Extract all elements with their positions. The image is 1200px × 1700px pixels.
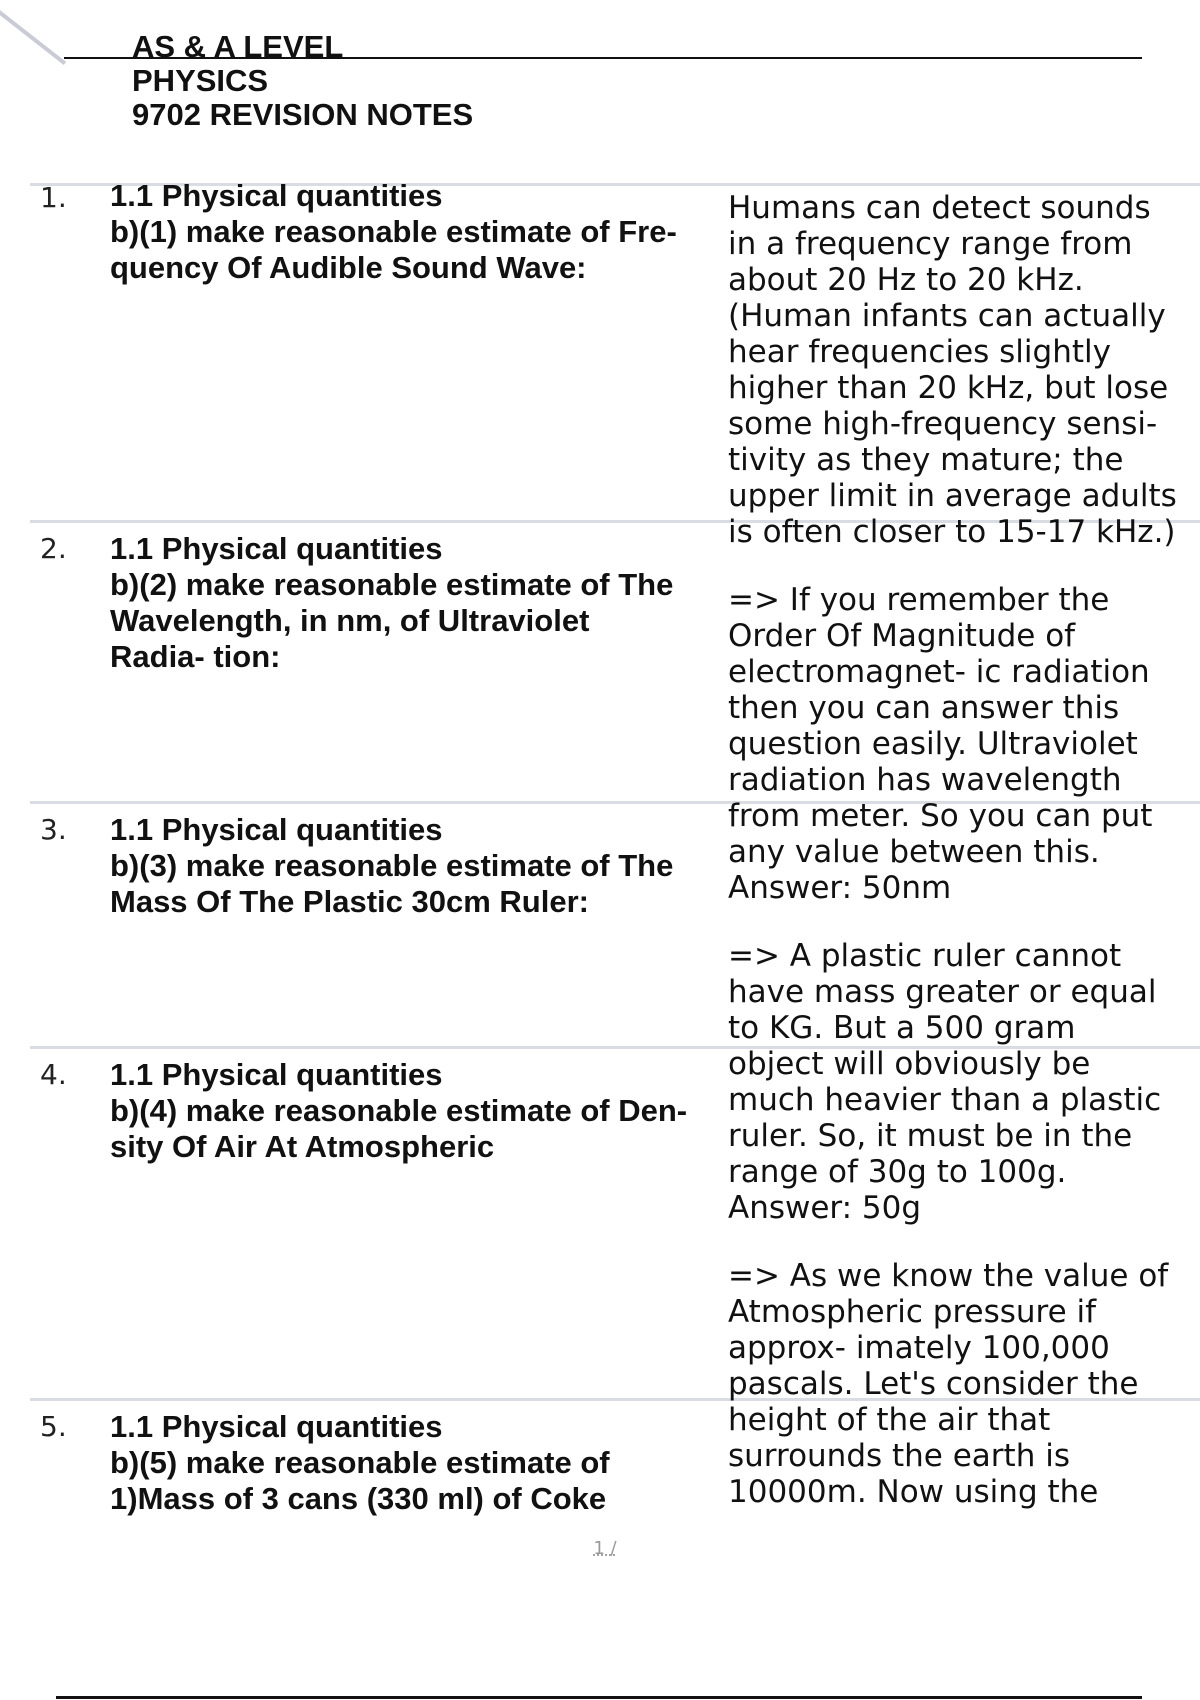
answer-line: approx- imately 100,000 bbox=[728, 1330, 1110, 1366]
question-number: 4. bbox=[40, 1058, 67, 1091]
answer-line: Order Of Magnitude of bbox=[728, 618, 1076, 654]
header-title-line-1: AS & A LEVEL bbox=[132, 29, 344, 64]
answer-line: about 20 Hz to 20 kHz. bbox=[728, 262, 1084, 298]
answer-line: hear frequencies slightly bbox=[728, 334, 1111, 370]
answer-line: surrounds the earth is bbox=[728, 1438, 1070, 1474]
answer-line: range of 30g to 100g. bbox=[728, 1154, 1067, 1190]
answer-line: have mass greater or equal bbox=[728, 974, 1157, 1010]
answer-line: => If you remember the bbox=[728, 582, 1110, 618]
answer-line: ruler. So, it must be in the bbox=[728, 1118, 1133, 1154]
question-text bbox=[110, 812, 710, 920]
question-line: Radia- tion: bbox=[110, 639, 281, 674]
answer-line: to KG. But a 500 gram bbox=[728, 1010, 1076, 1046]
answer-line: 10000m. Now using the bbox=[728, 1474, 1099, 1510]
answer-line: Answer: 50g bbox=[728, 1190, 922, 1226]
question-text bbox=[110, 531, 710, 675]
question-text bbox=[110, 1057, 710, 1165]
answer-line: some high-frequency sensi- bbox=[728, 406, 1158, 442]
question-line: b)(5) make reasonable estimate of bbox=[110, 1445, 610, 1480]
question-line: 1.1 Physical quantities bbox=[110, 178, 443, 213]
document-header bbox=[132, 30, 473, 132]
question-text bbox=[110, 178, 710, 286]
answer-column bbox=[728, 190, 1200, 1520]
question-number: 2. bbox=[40, 532, 67, 565]
question-line: 1.1 Physical quantities bbox=[110, 1057, 443, 1092]
question-number: 5. bbox=[40, 1410, 67, 1443]
answer-line: height of the air that bbox=[728, 1402, 1051, 1438]
answer-line: any value between this. bbox=[728, 834, 1100, 870]
question-text bbox=[110, 1409, 710, 1517]
answer-block bbox=[728, 938, 1200, 1226]
answer-block bbox=[728, 190, 1200, 550]
question-line: 1)Mass of 3 cans (330 ml) of Coke bbox=[110, 1481, 607, 1516]
answer-line: higher than 20 kHz, but lose bbox=[728, 370, 1169, 406]
question-line: b)(2) make reasonable estimate of The bbox=[110, 567, 674, 602]
question-line: b)(4) make reasonable estimate of Den- bbox=[110, 1093, 688, 1128]
answer-line: from meter. So you can put bbox=[728, 798, 1153, 834]
answer-line: then you can answer this bbox=[728, 690, 1120, 726]
answer-block bbox=[728, 582, 1200, 906]
question-line: 1.1 Physical quantities bbox=[110, 531, 443, 566]
page-number: 1 / bbox=[593, 1538, 617, 1559]
question-line: quency Of Audible Sound Wave: bbox=[110, 250, 587, 285]
answer-line: radiation has wavelength bbox=[728, 762, 1122, 798]
answer-line: much heavier than a plastic bbox=[728, 1082, 1162, 1118]
footer-rule bbox=[56, 1696, 1142, 1699]
question-line: b)(1) make reasonable estimate of Fre- bbox=[110, 214, 677, 249]
answer-line: upper limit in average adults bbox=[728, 478, 1177, 514]
question-line: Wavelength, in nm, of Ultraviolet bbox=[110, 603, 590, 638]
question-line: 1.1 Physical quantities bbox=[110, 812, 443, 847]
answer-block bbox=[728, 1258, 1200, 1510]
answer-line: Humans can detect sounds bbox=[728, 190, 1151, 226]
question-line: b)(3) make reasonable estimate of The bbox=[110, 848, 674, 883]
answer-line: Atmospheric pressure if bbox=[728, 1294, 1097, 1330]
answer-line: electromagnet- ic radiation bbox=[728, 654, 1150, 690]
answer-line: in a frequency range from bbox=[728, 226, 1133, 262]
question-line: sity Of Air At Atmospheric bbox=[110, 1129, 495, 1164]
answer-line: tivity as they mature; the bbox=[728, 442, 1124, 478]
question-number: 3. bbox=[40, 813, 67, 846]
answer-line: object will obviously be bbox=[728, 1046, 1091, 1082]
answer-line: (Human infants can actually bbox=[728, 298, 1166, 334]
answer-line: => As we know the value of bbox=[728, 1258, 1169, 1294]
question-number: 1. bbox=[40, 181, 67, 214]
answer-line: => A plastic ruler cannot bbox=[728, 938, 1122, 974]
answer-line: is often closer to 15-17 kHz.) bbox=[728, 514, 1176, 550]
corner-decoration bbox=[0, 6, 66, 65]
question-line: Mass Of The Plastic 30cm Ruler: bbox=[110, 884, 589, 919]
answer-line: question easily. Ultraviolet bbox=[728, 726, 1138, 762]
answer-line: Answer: 50nm bbox=[728, 870, 952, 906]
question-line: 1.1 Physical quantities bbox=[110, 1409, 443, 1444]
header-title-line-2: PHYSICS bbox=[132, 63, 269, 98]
answer-line: pascals. Let's consider the bbox=[728, 1366, 1139, 1402]
header-title-line-3: 9702 REVISION NOTES bbox=[132, 97, 474, 132]
